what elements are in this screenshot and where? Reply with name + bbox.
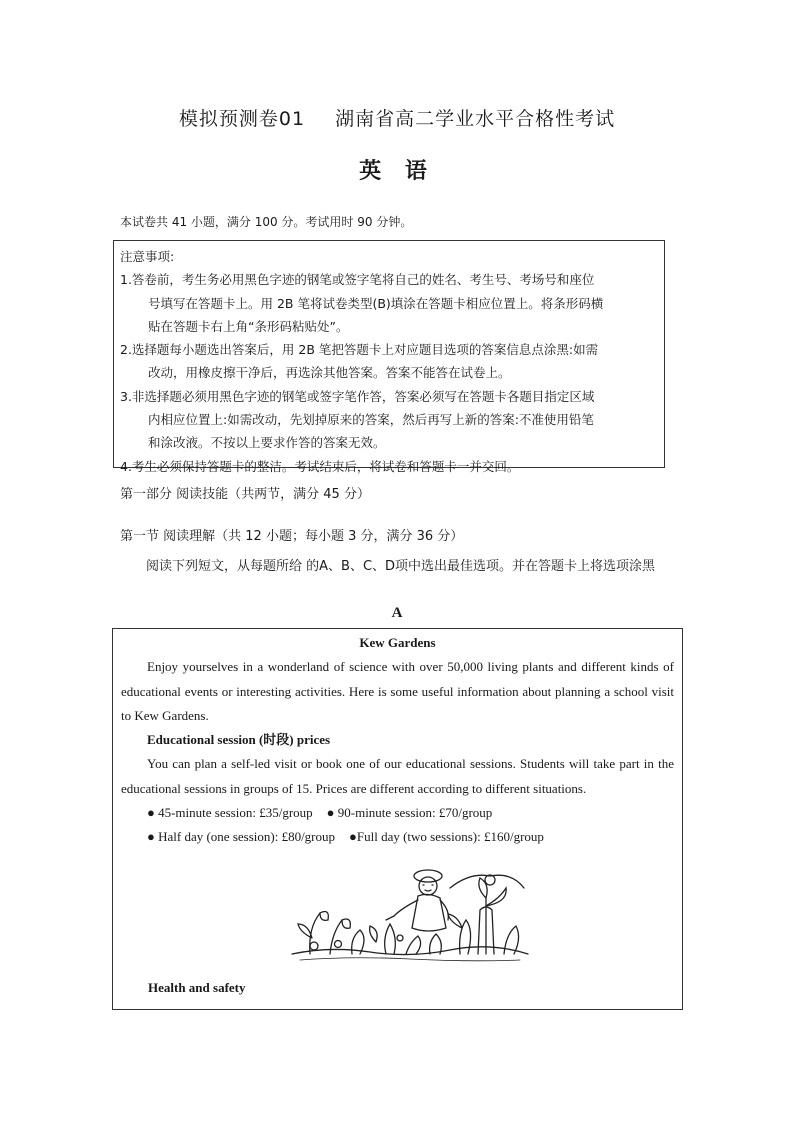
notice-heading: 注意事项: <box>120 249 175 264</box>
health-safety-heading: Health and safety <box>148 980 246 995</box>
notice-item-1 <box>120 268 656 338</box>
notice-line: 3.非选择题必须用黑色字迹的钢笔或签字笔作答，答案必须写在答题卡各题目指定区域 <box>120 388 595 404</box>
notice-line: 2.选择题每小题选出答案后，用 2B 笔把答题卡上对应题目选项的答案信息点涂黑:如需 <box>120 342 599 358</box>
exam-code: 模拟预测卷01 <box>178 108 306 130</box>
notice-item-3 <box>120 385 656 455</box>
price-item: ● 45-minute session: £35/group <box>147 805 313 821</box>
subject-title: 英 语 <box>359 159 435 184</box>
reading-direction: 阅读下列短文，从每题所给 的A、B、C、D项中选出最佳选项。并在答题卡上将选项涂黑 <box>146 559 656 574</box>
price-list-row <box>121 801 674 825</box>
section-1-heading: 第一部分 阅读技能（共两节，满分 45 分） <box>120 487 370 502</box>
notice-line: 1.答卷前，考生务必用黑色字迹的钢笔或签字笔将自己的姓名、考生号、考场号和座位 <box>120 272 595 288</box>
notice-box <box>113 240 665 474</box>
passage-paragraph: You can plan a self-led visit or book one of our educational sessions. Students will take part in the educational sessions in groups of 15. Prices are different according to different situations. <box>121 756 674 796</box>
notice-line: 4.考生必须保持答题卡的整洁。考试结束后，将试卷和答题卡一并交回。 <box>120 458 520 474</box>
notice-item-4 <box>120 455 656 478</box>
notice-line: 和涂改液。不按以上要求作答的答案无效。 <box>148 435 386 451</box>
exam-intro: 本试卷共 41 小题，满分 100 分。考试用时 90 分钟。 <box>120 215 413 229</box>
price-item: ●Full day (two sessions): £160/group <box>349 829 544 845</box>
notice-line: 号填写在答题卡上。用 2B 笔将试卷类型(B)填涂在答题卡相应位置上。将条形码横 <box>148 295 604 311</box>
price-list-row <box>121 825 674 849</box>
notice-line: 内相应位置上:如需改动，先划掉原来的答案，然后再写上新的答案:不准使用铅笔 <box>148 412 594 428</box>
gardening-illustration <box>290 858 530 968</box>
section-2-heading: 第一节 阅读理解（共 12 小题；每小题 3 分，满分 36 分） <box>120 529 464 544</box>
notice-item-2 <box>120 338 656 385</box>
passage-heading: Educational session (时段) prices <box>147 732 331 748</box>
exam-name: 湖南省高二学业水平合格性考试 <box>335 108 616 130</box>
price-item: ● 90-minute session: £70/group <box>326 805 493 821</box>
passage-title: Kew Gardens <box>359 635 436 650</box>
notice-line: 改动，用橡皮擦干净后，再选涂其他答案。答案不能答在试卷上。 <box>148 365 511 381</box>
passage-paragraph: Enjoy yourselves in a wonderland of science with over 50,000 living plants and different kinds of educational events or interesting activities. Here is some useful information about planning a school visit to Kew Gardens. <box>121 659 674 723</box>
price-item: ● Half day (one session): £80/group <box>147 829 336 845</box>
notice-line: 贴在答题卡右上角“条形码粘贴处”。 <box>148 318 349 334</box>
page-title <box>0 104 794 131</box>
part-letter: A <box>391 605 403 621</box>
